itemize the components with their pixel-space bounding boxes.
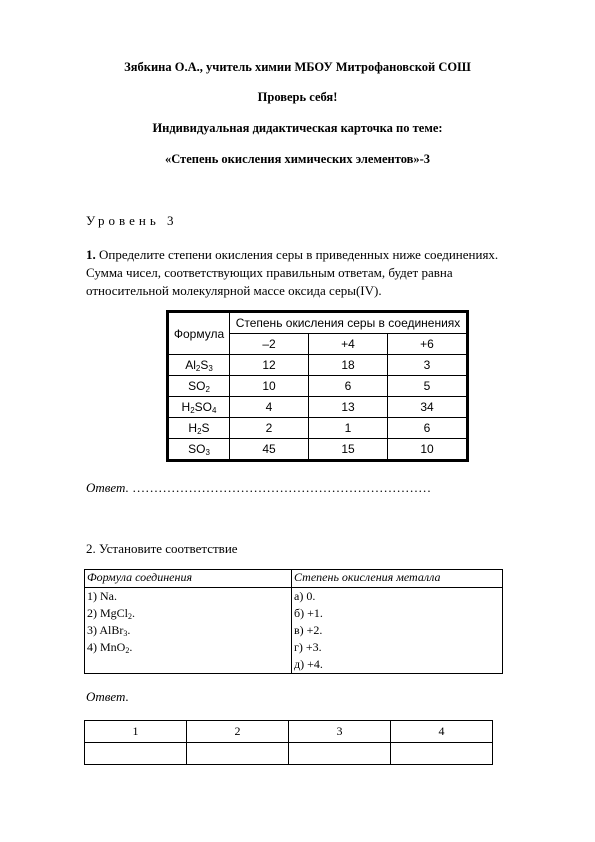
answer-cell[interactable]: [391, 743, 493, 765]
value-cell: 2: [230, 418, 309, 439]
list-item: г) +3.: [294, 640, 322, 654]
value-cell: 5: [388, 376, 468, 397]
value-cell: 13: [309, 397, 388, 418]
table-row: [168, 376, 468, 397]
list-item: 3) AlBr$_3$.: [87, 623, 131, 638]
value-cell: 6: [309, 376, 388, 397]
state-header: +6: [388, 334, 468, 355]
formula-cell: $SO_3$: [168, 439, 230, 461]
list-item: в) +2.: [294, 623, 323, 637]
question-1: [86, 246, 526, 300]
topic-title: «Степень окисления химических элементов»-3: [164, 152, 431, 166]
match-header-state: Степень окисления металла: [292, 570, 503, 588]
formula-cell: $H_2SO_4$: [168, 397, 230, 418]
answer-header: 3: [289, 721, 391, 743]
value-cell: 4: [230, 397, 309, 418]
answer-cell[interactable]: [187, 743, 289, 765]
check-title: Проверь себя!: [257, 90, 338, 104]
value-cell: 6: [388, 418, 468, 439]
level-label: Уровень 3: [86, 213, 178, 228]
answer-1-dots[interactable]: ……………………………………………………………: [132, 480, 432, 495]
table-row: [168, 397, 468, 418]
value-cell: 10: [230, 376, 309, 397]
question-1-number: 1.: [86, 247, 96, 262]
formula-cell: $H_2S$: [168, 418, 230, 439]
list-item: а) 0.: [294, 589, 316, 603]
table-row: [168, 355, 468, 376]
value-cell: 15: [309, 439, 388, 461]
answer-cell[interactable]: [289, 743, 391, 765]
question-1-text: Определите степени окисления серы в приведенных ниже соединениях. Сумма чисел, соответствующих правильным ответам, будет равна относительной молекулярной массе оксида серы(IV).: [86, 247, 499, 298]
formula-list: [85, 588, 292, 674]
answer-2-label: Ответ.: [86, 689, 129, 704]
state-header: –2: [230, 334, 309, 355]
value-cell: 18: [309, 355, 388, 376]
answer-header: 4: [391, 721, 493, 743]
formula-cell: $SO_2$: [168, 376, 230, 397]
table-row: [168, 439, 468, 461]
answer-table: [84, 720, 493, 765]
answer-1: [86, 480, 431, 496]
list-item: 1) Na.: [87, 589, 117, 603]
formula-cell: $Al_2S_3$: [168, 355, 230, 376]
states-group-header: Степень окисления серы в соединениях: [230, 312, 468, 334]
table-row: [168, 418, 468, 439]
list-item: 2) MgCl$_2$.: [87, 606, 136, 621]
author-line: Зябкина О.А., учитель химии МБОУ Митрофановской СОШ: [124, 60, 471, 74]
list-item: 4) MnO$_2$.: [87, 640, 133, 655]
match-header-formula: Формула соединения: [85, 570, 292, 588]
formula-header: Формула: [168, 312, 230, 355]
value-cell: 1: [309, 418, 388, 439]
value-cell: 45: [230, 439, 309, 461]
list-item: б) +1.: [294, 606, 323, 620]
card-title: Индивидуальная дидактическая карточка по теме:: [152, 121, 443, 135]
answer-header: 1: [85, 721, 187, 743]
match-table: [84, 569, 503, 674]
value-cell: 3: [388, 355, 468, 376]
value-cell: 10: [388, 439, 468, 461]
state-header: +4: [309, 334, 388, 355]
value-cell: 12: [230, 355, 309, 376]
answer-header: 2: [187, 721, 289, 743]
value-cell: 34: [388, 397, 468, 418]
answer-1-label: Ответ.: [86, 480, 129, 495]
question-2: 2. Установите соответствие: [86, 541, 238, 556]
state-list: [292, 588, 503, 674]
oxidation-table: [166, 310, 469, 462]
answer-cell[interactable]: [85, 743, 187, 765]
list-item: д) +4.: [294, 657, 323, 671]
